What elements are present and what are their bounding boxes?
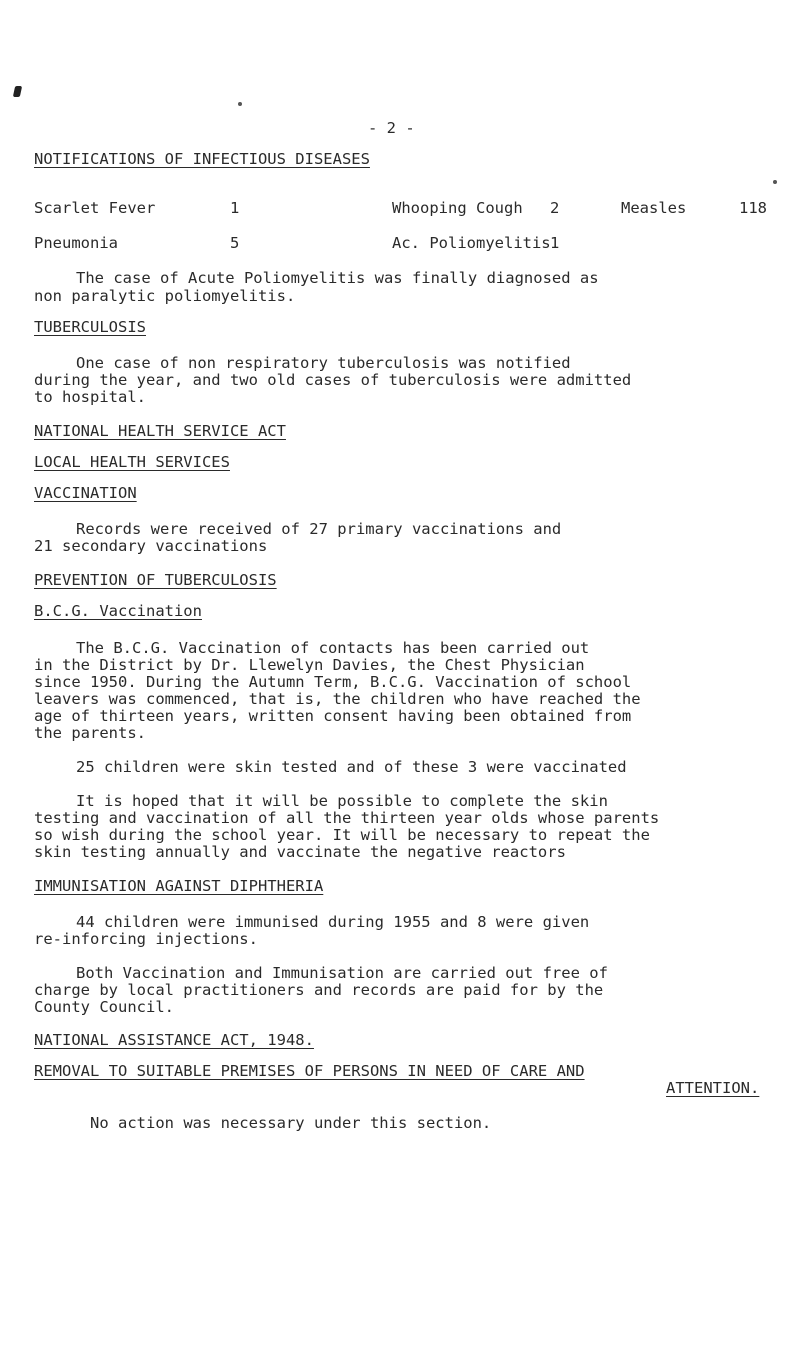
bcg-paragraph: since 1950. During the Autumn Term, B.C.G. Vaccination of school (34, 673, 632, 691)
vaccination-text: 21 secondary vaccinations (34, 537, 268, 555)
vaccination-text: Records were received of 27 primary vaccinations and (76, 520, 562, 538)
speck (238, 102, 242, 106)
vaccination-heading: VACCINATION (34, 484, 137, 502)
disease-count: 5 (230, 234, 240, 252)
tuberculosis-text: to hospital. (34, 388, 146, 406)
immunisation-text: 44 children were immunised during 1955 and 8 were given (76, 913, 590, 931)
speck (773, 180, 777, 184)
local-health-heading: LOCAL HEALTH SERVICES (34, 453, 230, 471)
disease-count: 118 (739, 199, 767, 217)
disease-name: Pneumonia (34, 234, 118, 252)
immunisation-text: re-inforcing injections. (34, 930, 258, 948)
bcg-paragraph: the parents. (34, 724, 146, 742)
bcg-plan-paragraph: skin testing annually and vaccinate the negative reactors (34, 843, 566, 861)
bcg-plan-paragraph: testing and vaccination of all the thirteen year olds whose parents (34, 809, 660, 827)
skin-test-text: 25 children were skin tested and of these 3 were vaccinated (76, 758, 627, 776)
bcg-heading: B.C.G. Vaccination (34, 602, 202, 620)
prevention-heading: PREVENTION OF TUBERCULOSIS (34, 571, 277, 589)
immunisation-cost-text: County Council. (34, 998, 174, 1016)
notifications-heading: NOTIFICATIONS OF INFECTIOUS DISEASES (34, 150, 370, 168)
disease-name: Whooping Cough (392, 199, 523, 217)
removal-heading: ATTENTION. (666, 1079, 760, 1097)
disease-name: Ac. Poliomyelitis (392, 234, 551, 252)
tuberculosis-heading: TUBERCULOSIS (34, 318, 146, 336)
bcg-paragraph: in the District by Dr. Llewelyn Davies, the Chest Physician (34, 656, 585, 674)
notifications-note: non paralytic poliomyelitis. (34, 287, 296, 305)
tuberculosis-text: during the year, and two old cases of tuberculosis were admitted (34, 371, 632, 389)
disease-count: 1 (230, 199, 240, 217)
margin-mark (13, 86, 22, 97)
nhs-act-heading: NATIONAL HEALTH SERVICE ACT (34, 422, 286, 440)
removal-heading: REMOVAL TO SUITABLE PREMISES OF PERSONS IN NEED OF CARE AND (34, 1062, 585, 1080)
assistance-heading: NATIONAL ASSISTANCE ACT, 1948. (34, 1031, 314, 1049)
bcg-plan-paragraph: so wish during the school year. It will be necessary to repeat the (34, 826, 650, 844)
immunisation-cost-text: Both Vaccination and Immunisation are carried out free of (76, 964, 608, 982)
bcg-plan-paragraph: It is hoped that it will be possible to complete the skin (76, 792, 608, 810)
page-number: - 2 - (368, 119, 415, 137)
disease-count: 1 (550, 234, 560, 252)
bcg-paragraph: The B.C.G. Vaccination of contacts has been carried out (76, 639, 590, 657)
immunisation-heading: IMMUNISATION AGAINST DIPHTHERIA (34, 877, 324, 895)
notifications-note: The case of Acute Poliomyelitis was finally diagnosed as (76, 269, 599, 287)
immunisation-cost-text: charge by local practitioners and records are paid for by the (34, 981, 604, 999)
disease-count: 2 (550, 199, 560, 217)
disease-name: Measles (621, 199, 687, 217)
tuberculosis-text: One case of non respiratory tuberculosis was notified (76, 354, 571, 372)
disease-name: Scarlet Fever (34, 199, 156, 217)
bcg-paragraph: age of thirteen years, written consent having been obtained from (34, 707, 632, 725)
bcg-paragraph: leavers was commenced, that is, the children who have reached the (34, 690, 641, 708)
assistance-text: No action was necessary under this section. (90, 1114, 492, 1132)
